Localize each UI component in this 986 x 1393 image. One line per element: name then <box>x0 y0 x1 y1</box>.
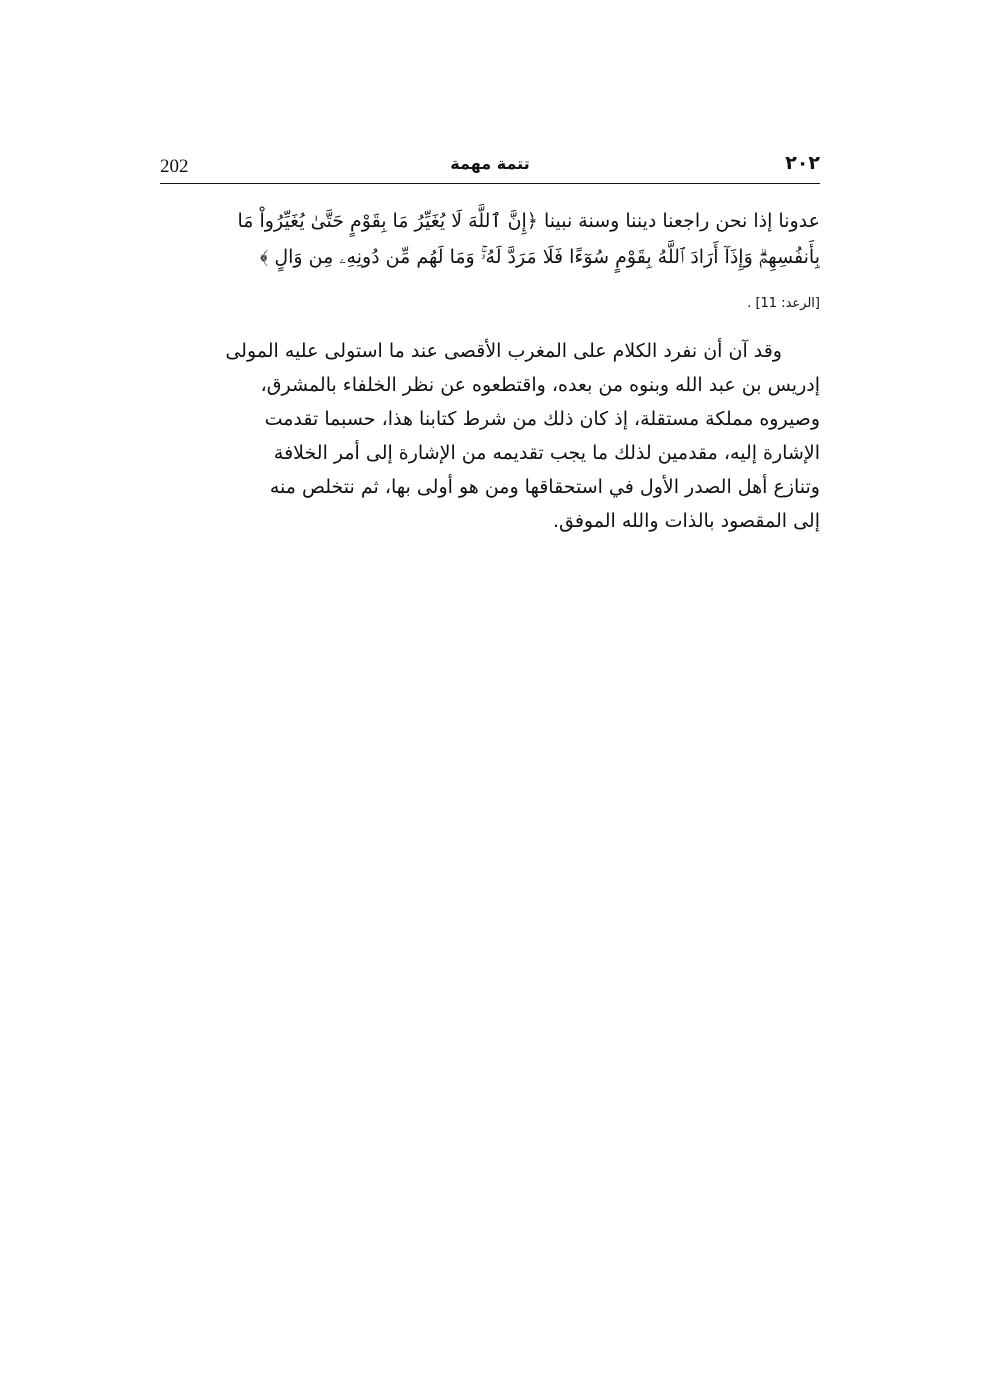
paragraph-line: إلى المقصود بالذات والله الموفق. <box>552 510 820 532</box>
body-paragraph <box>160 334 820 538</box>
paragraph-line: إدريس بن عبد الله وبنوه من بعده، واقتطعوه عن نظر الخلفاء بالمشرق، <box>260 374 820 396</box>
paragraph-line: وقد آن أن نفرد الكلام على المغرب الأقصى عند ما استولى عليه المولى <box>225 340 782 362</box>
running-header <box>160 152 820 182</box>
paragraph-line: الإشارة إليه، مقدمين لذلك ما يجب تقديمه من الإشارة إلى أمر الخلافة <box>273 442 820 464</box>
verse-line: عدونا إذا نحن راجعنا ديننا وسنة نبينا ﴿إِنَّ ٱللَّهَ لَا يُغَيِّرُ مَا بِقَوْمٍ حَتَّىٰ يُغَيِّرُواْ مَا <box>237 210 820 232</box>
header-rule <box>160 183 820 184</box>
page-number-arabic: ٢٠٢ <box>785 152 820 174</box>
paragraph-line: وصيروه مملكة مستقلة، إذ كان ذلك من شرط كتابنا هذا، حسبما تقدمت <box>264 408 820 430</box>
paragraph-line: وتنازع أهل الصدر الأول في استحقاقها ومن هو أولى بها، ثم نتخلص منه <box>269 476 820 498</box>
quran-verse-block <box>160 203 820 275</box>
verse-line: بِأَنفُسِهِمْۗ وَإِذَآ أَرَادَ ٱللَّهُ بِقَوْمٍ سُوٓءًا فَلَا مَرَدَّ لَهُۥۚ وَمَا لَهُم مِّن دُونِهِۦ مِن وَالٍ ﴾ <box>259 246 820 268</box>
page-number-latin: 202 <box>160 156 189 177</box>
verse-citation: [الرعد: 11] . <box>747 296 820 311</box>
running-header-title: تتمة مهمة <box>450 154 530 173</box>
